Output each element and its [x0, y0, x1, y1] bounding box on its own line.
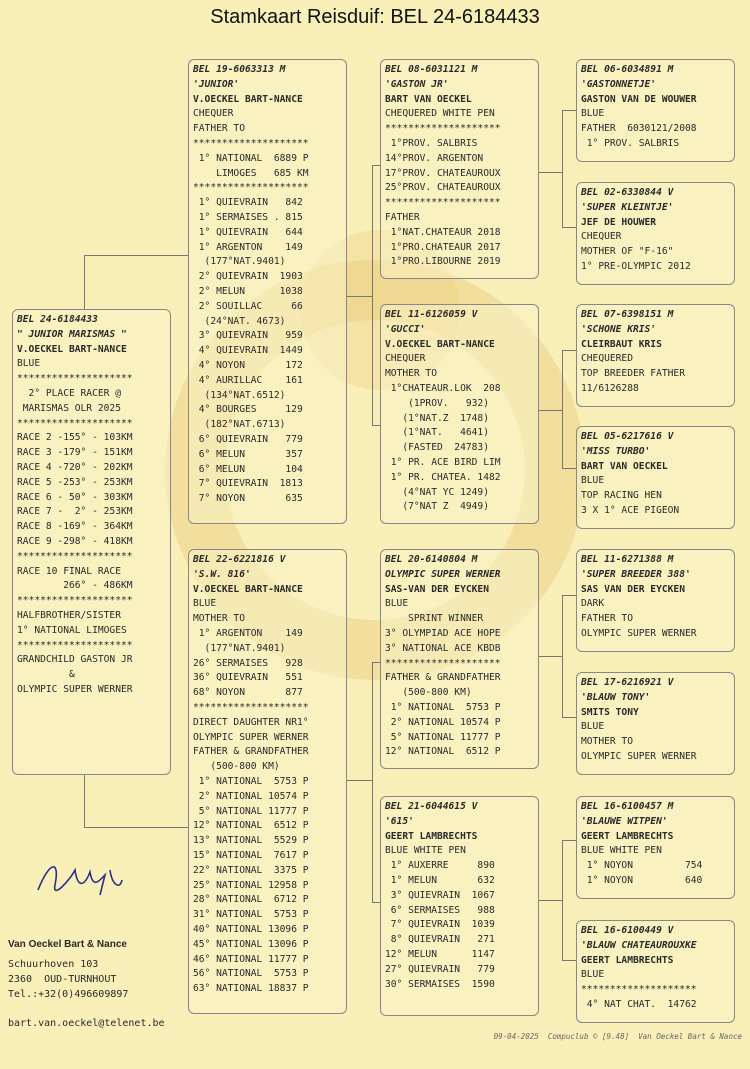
card-line: 1° PR. ACE BIRD LIM	[385, 456, 501, 468]
card-line: SPRINT WINNER	[385, 613, 484, 625]
card-line: MOTHER TO	[385, 368, 437, 380]
card-line: 1° NATIONAL 5753 P	[193, 775, 309, 787]
card-line: 1°NAT.CHATEAUR 2018	[385, 226, 501, 238]
card-line: BEL 24-6184433	[17, 314, 98, 325]
card-line: RACE 4 -720° - 202KM	[17, 461, 133, 473]
card-line: BLUE	[17, 358, 41, 370]
card-line: 36° QUIEVRAIN 551	[193, 672, 303, 684]
card-line: 7° NOYON 635	[193, 493, 303, 505]
card-line: SMITS TONY	[581, 706, 639, 718]
connector	[562, 595, 576, 596]
card-line: (24°NAT. 4673)	[193, 315, 286, 327]
card-father-father	[380, 59, 539, 279]
card-line: OLYMPIC SUPER WERNER	[385, 568, 501, 580]
card-line: (177°NAT.9401)	[193, 642, 286, 654]
card-mmm	[576, 920, 735, 1023]
card-line: OLYMPIC SUPER WERNER	[17, 683, 133, 695]
connector	[562, 468, 576, 469]
connector	[562, 350, 576, 351]
card-line: '615'	[385, 815, 414, 827]
card-line: BART VAN OECKEL	[385, 93, 472, 105]
connector	[539, 410, 562, 411]
connector	[539, 900, 562, 901]
card-line: 2° MELUN 1038	[193, 285, 303, 297]
card-line: OLYMPIC SUPER WERNER	[581, 750, 697, 762]
card-line: GEERT LAMBRECHTS	[385, 830, 478, 842]
card-line: BEL 11-6126059 V	[385, 309, 478, 320]
card-line: 4° BOURGES 129	[193, 404, 303, 416]
card-line: CHEQUERED WHITE PEN	[385, 108, 495, 120]
card-line: (1°NAT.Z 1748)	[385, 412, 489, 424]
card-line: ********************	[17, 373, 133, 385]
card-line: ********************	[17, 417, 133, 429]
card-line: 56° NATIONAL 5753 P	[193, 968, 309, 980]
card-line: 4° NAT CHAT. 14762	[581, 998, 697, 1010]
card-line: 'MISS TURBO'	[581, 445, 651, 457]
card-line: 1° NATIONAL 6889 P	[193, 152, 309, 164]
card-line: BLUE WHITE PEN	[581, 845, 662, 857]
card-line: 1°CHATEAUR.LOK 208	[385, 382, 501, 394]
card-line: FATHER	[385, 211, 420, 223]
card-line: BEL 05-6217616 V	[581, 431, 674, 442]
phone: Tel.:+32(0)496609897	[8, 988, 129, 1000]
street: Schuurhoven 103	[8, 959, 99, 970]
card-line: 68° NOYON 877	[193, 687, 303, 699]
card-line: 1° NATIONAL LIMOGES	[17, 624, 127, 636]
card-mother	[188, 549, 347, 1014]
city: 2360 OUD-TURNHOUT	[8, 973, 117, 985]
card-line: (1PROV. 932)	[385, 397, 489, 409]
card-line: 'GASTONNETJE'	[581, 78, 657, 90]
card-line: 1° NOYON 754	[581, 860, 703, 872]
card-line: ********************	[193, 701, 309, 713]
connector	[347, 780, 372, 781]
card-line: BLUE	[581, 475, 605, 487]
card-line: BLUE WHITE PEN	[385, 845, 466, 857]
card-line: ********************	[193, 182, 309, 194]
card-line: 13° NATIONAL 5529 P	[193, 835, 309, 847]
connector	[372, 662, 373, 902]
card-line: 'GASTON JR'	[385, 78, 449, 90]
card-mother-father	[380, 549, 539, 769]
card-line: V.OECKEL BART-NANCE	[385, 338, 495, 350]
card-line: ********************	[17, 639, 133, 651]
connector	[562, 840, 563, 960]
card-line: BART VAN OECKEL	[581, 460, 668, 472]
card-line: (177°NAT.9401)	[193, 256, 286, 268]
card-line: (FASTED 24783)	[385, 442, 489, 454]
card-line: GEERT LAMBRECHTS	[581, 830, 674, 842]
connector	[562, 110, 563, 227]
page-title: Stamkaart Reisduif: BEL 24-6184433	[210, 6, 540, 28]
card-line: FATHER TO	[193, 123, 245, 135]
card-line: 6° QUIEVRAIN 779	[193, 433, 303, 445]
card-line: 4° QUIEVRAIN 1449	[193, 345, 303, 357]
card-line: CHEQUER	[581, 231, 622, 243]
card-line: BLUE	[581, 108, 605, 120]
card-line: 1° ARGENTON 149	[193, 241, 303, 253]
card-line: 1° NATIONAL 5753 P	[385, 701, 501, 713]
card-line: HALFBROTHER/SISTER	[17, 609, 121, 621]
card-line: 7° QUIEVRAIN 1813	[193, 478, 303, 490]
card-line: 266° - 486KM	[17, 580, 133, 592]
card-line: ********************	[17, 595, 133, 607]
card-line: 31° NATIONAL 5753 P	[193, 909, 309, 921]
card-line: MOTHER TO	[581, 736, 633, 748]
card-line: ********************	[581, 984, 697, 996]
card-line: ********************	[385, 657, 501, 669]
card-line: BEL 08-6031121 M	[385, 64, 478, 75]
connector	[539, 656, 562, 657]
card-line: SAS VAN DER EYCKEN	[581, 583, 685, 595]
card-line: 1°PROV. SALBRIS	[385, 137, 478, 149]
card-fmf	[576, 304, 735, 407]
card-line: 26° SERMAISES 928	[193, 657, 303, 669]
card-line: RACE 5 -253° - 253KM	[17, 476, 133, 488]
card-line: 8° QUIEVRAIN 271	[385, 934, 495, 946]
card-line: 28° NATIONAL 6712 P	[193, 894, 309, 906]
email-link[interactable]: bart.van.oeckel@telenet.be	[8, 1018, 165, 1029]
card-line: BEL 07-6398151 M	[581, 309, 674, 320]
connector	[372, 902, 380, 903]
card-line: " JUNIOR MARISMAS "	[17, 328, 127, 340]
connector	[562, 227, 576, 228]
card-line: (182°NAT.6713)	[193, 419, 286, 431]
card-line: (4°NAT YC 1249)	[385, 486, 489, 498]
card-line: BEL 20-6140804 M	[385, 554, 478, 565]
card-line: 22° NATIONAL 3375 P	[193, 864, 309, 876]
card-line: ********************	[385, 197, 501, 209]
card-line: 12° NATIONAL 6512 P	[385, 746, 501, 758]
connector	[84, 255, 85, 310]
card-line: 46° NATIONAL 11777 P	[193, 953, 309, 965]
card-line: 'S.W. 816'	[193, 568, 251, 580]
card-line: BLUE	[581, 721, 605, 733]
card-line: 'JUNIOR'	[193, 78, 240, 90]
card-line: 1°PRO.LIBOURNE 2019	[385, 256, 501, 268]
card-mother-mother	[380, 796, 539, 1016]
connector	[562, 350, 563, 468]
card-fmm	[576, 426, 735, 529]
card-line: BLUE	[193, 598, 217, 610]
card-line: FATHER & GRANDFATHER	[385, 672, 501, 684]
card-line: (134°NAT.6512)	[193, 389, 286, 401]
card-line: 14°PROV. ARGENTON	[385, 152, 484, 164]
card-line: RACE 3 -179° - 151KM	[17, 447, 133, 459]
card-line: OLYMPIC SUPER WERNER	[193, 731, 309, 743]
card-line: 'GUCCI'	[385, 323, 426, 335]
card-line: 1° PR. CHATEA. 1482	[385, 471, 501, 483]
card-father-mother	[380, 304, 539, 524]
card-line: BLUE	[385, 598, 409, 610]
card-fff	[576, 59, 735, 162]
footer-note: 09-04-2025 Compuclub © [9.48] Van Oeckel Bart & Nance	[493, 1032, 742, 1041]
card-line: 1° NOYON 640	[581, 874, 703, 886]
card-line: 25°PROV. CHATEAUROUX	[385, 182, 501, 194]
card-line: 1° PROV. SALBRIS	[581, 137, 680, 149]
card-line: 3° QUIEVRAIN 959	[193, 330, 303, 342]
card-line: RACE 6 - 50° - 303KM	[17, 491, 133, 503]
connector	[347, 296, 372, 297]
card-line: 1° PRE-OLYMPIC 2012	[581, 260, 691, 272]
connector	[84, 827, 188, 828]
card-mmf	[576, 796, 735, 899]
card-line: MOTHER OF "F-16"	[581, 246, 674, 258]
card-line: OLYMPIC SUPER WERNER	[581, 627, 697, 639]
connector	[372, 165, 380, 166]
card-line: CHEQUER	[193, 108, 234, 120]
card-line: (7°NAT Z 4949)	[385, 501, 489, 513]
card-line: 1° QUIEVRAIN 842	[193, 197, 303, 209]
card-line: CHEQUER	[385, 353, 426, 365]
card-line: 1°PRO.CHATEAUR 2017	[385, 241, 501, 253]
card-line: BEL 11-6271388 M	[581, 554, 674, 565]
card-mff	[576, 549, 735, 652]
card-line: 6° MELUN 104	[193, 463, 303, 475]
card-line: ********************	[193, 137, 309, 149]
card-line: (1°NAT. 4641)	[385, 427, 489, 439]
breeder-address	[8, 958, 128, 1002]
card-line: 1° MELUN 632	[385, 874, 495, 886]
card-line: 'BLAUW TONY'	[581, 691, 651, 703]
card-line: 3° NATIONAL ACE KBDB	[385, 642, 501, 654]
card-line: 3 X 1° ACE PIGEON	[581, 504, 680, 516]
card-line: 2° SOUILLAC 66	[193, 300, 303, 312]
card-line: (500-800 KM)	[385, 687, 472, 699]
card-father	[188, 59, 347, 524]
card-line: BEL 19-6063313 M	[193, 64, 286, 75]
card-line: BEL 21-6044615 V	[385, 801, 478, 812]
card-line: 3° QUIEVRAIN 1067	[385, 889, 495, 901]
card-line: 3° OLYMPIAD ACE HOPE	[385, 627, 501, 639]
connector	[372, 662, 380, 663]
card-line: LIMOGES 685 KM	[193, 167, 309, 179]
card-line: RACE 7 - 2° - 253KM	[17, 506, 133, 518]
card-line: MARISMAS OLR 2025	[17, 402, 121, 414]
connector	[372, 165, 373, 425]
card-line: 1° ARGENTON 149	[193, 627, 303, 639]
card-line: 2° NATIONAL 10574 P	[385, 716, 501, 728]
connector	[562, 960, 576, 961]
card-line: 5° NATIONAL 11777 P	[193, 805, 309, 817]
card-ffm	[576, 182, 735, 285]
card-line: 40° NATIONAL 13096 P	[193, 923, 309, 935]
card-line: 25° NATIONAL 12958 P	[193, 879, 309, 891]
breeder-name: Van Oeckel Bart & Nance	[8, 939, 127, 950]
card-line: GRANDCHILD GASTON JR	[17, 654, 133, 666]
card-line: 15° NATIONAL 7617 P	[193, 849, 309, 861]
card-mfm	[576, 672, 735, 775]
card-line: TOP RACING HEN	[581, 490, 662, 502]
card-line: GEERT LAMBRECHTS	[581, 954, 674, 966]
card-line: 2° QUIEVRAIN 1903	[193, 271, 303, 283]
card-line: BEL 16-6100449 V	[581, 925, 674, 936]
card-line: 'SCHONE KRIS'	[581, 323, 657, 335]
card-line: FATHER 6030121/2008	[581, 123, 697, 135]
card-line: CHEQUERED	[581, 353, 633, 365]
card-line: FATHER TO	[581, 613, 633, 625]
card-line: 1° AUXERRE 890	[385, 860, 495, 872]
card-line: DIRECT DAUGHTER NR1°	[193, 716, 309, 728]
card-line: RACE 9 -298° - 418KM	[17, 535, 133, 547]
card-line: JEF DE HOUWER	[581, 216, 657, 228]
connector	[539, 172, 562, 173]
connector	[84, 775, 85, 827]
connector	[562, 840, 576, 841]
card-line: BEL 17-6216921 V	[581, 677, 674, 688]
card-line: &	[17, 669, 75, 681]
card-line: 45° NATIONAL 13096 P	[193, 938, 309, 950]
card-line: 'SUPER BREEDER 388'	[581, 568, 691, 580]
card-line: V.OECKEL BART-NANCE	[193, 583, 303, 595]
card-line: DARK	[581, 598, 605, 610]
card-line: CLEIRBAUT KRIS	[581, 338, 662, 350]
card-line: ********************	[17, 550, 133, 562]
card-line: 4° NOYON 172	[193, 359, 303, 371]
connector	[562, 717, 576, 718]
card-line: 63° NATIONAL 18837 P	[193, 983, 309, 995]
card-line: 'SUPER KLEINTJE'	[581, 201, 674, 213]
card-line: 17°PROV. CHATEAUROUX	[385, 167, 501, 179]
card-line: V.OECKEL BART-NANCE	[17, 343, 127, 355]
card-line: 2° PLACE RACER @	[17, 387, 121, 399]
connector	[562, 595, 563, 717]
card-line: BEL 06-6034891 M	[581, 64, 674, 75]
card-line: 6° SERMAISES 988	[385, 904, 495, 916]
card-line: V.OECKEL BART-NANCE	[193, 93, 303, 105]
card-line: MOTHER TO	[193, 613, 245, 625]
card-line: 7° QUIEVRAIN 1039	[385, 919, 495, 931]
card-line: 30° SERMAISES 1590	[385, 978, 495, 990]
card-line: FATHER & GRANDFATHER	[193, 746, 309, 758]
card-line: 'BLAUWE WITPEN'	[581, 815, 668, 827]
card-line: 'BLAUW CHATEAUROUXKE	[581, 939, 697, 951]
card-line: BLUE	[581, 969, 605, 981]
card-line: BEL 22-6221816 V	[193, 554, 286, 565]
card-line: 1° SERMAISES . 815	[193, 211, 303, 223]
card-line: 27° QUIEVRAIN 779	[385, 963, 495, 975]
card-line: TOP BREEDER FATHER	[581, 368, 685, 380]
connector	[562, 110, 576, 111]
card-line: 2° NATIONAL 10574 P	[193, 790, 309, 802]
card-line: 4° AURILLAC 161	[193, 374, 303, 386]
card-pigeon	[12, 309, 171, 775]
card-line: (500-800 KM)	[193, 761, 280, 773]
card-line: 12° MELUN 1147	[385, 948, 495, 960]
card-line: RACE 10 FINAL RACE	[17, 565, 121, 577]
card-line: 12° NATIONAL 6512 P	[193, 820, 309, 832]
card-line: BEL 02-6330844 V	[581, 187, 674, 198]
signature-image	[30, 850, 130, 910]
card-line: GASTON VAN DE WOUWER	[581, 93, 697, 105]
card-line: ********************	[385, 123, 501, 135]
connector	[372, 425, 380, 426]
connector	[84, 255, 188, 256]
card-line: 11/6126288	[581, 382, 639, 394]
card-line: SAS-VAN DER EYCKEN	[385, 583, 489, 595]
card-line: BEL 16-6100457 M	[581, 801, 674, 812]
card-line: RACE 2 -155° - 103KM	[17, 432, 133, 444]
card-line: RACE 8 -169° - 364KM	[17, 521, 133, 533]
card-line: 5° NATIONAL 11777 P	[385, 731, 501, 743]
card-line: 1° QUIEVRAIN 644	[193, 226, 303, 238]
card-line: 6° MELUN 357	[193, 448, 303, 460]
